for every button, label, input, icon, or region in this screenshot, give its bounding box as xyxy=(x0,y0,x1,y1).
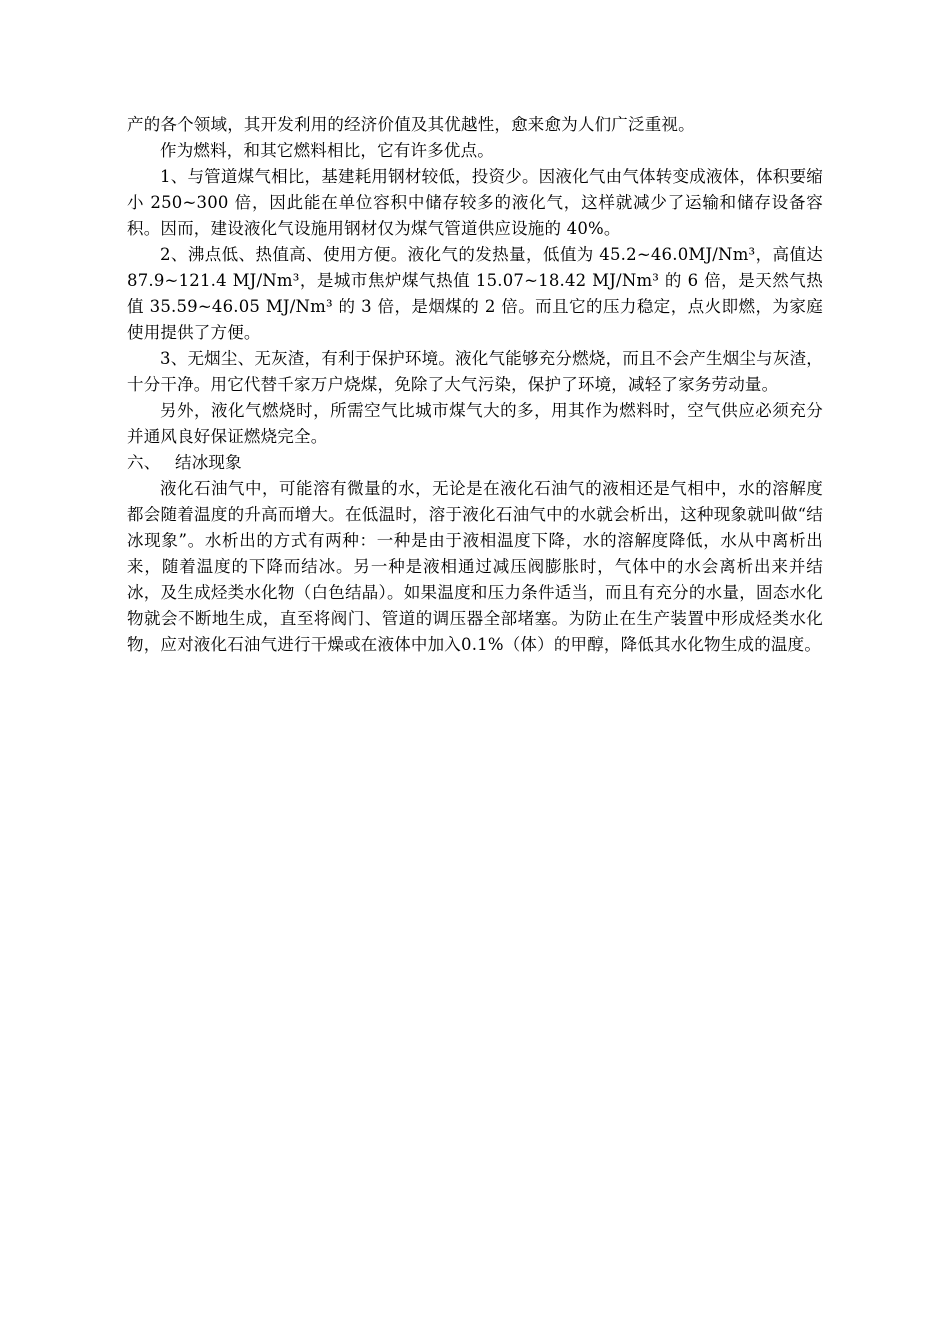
document-body xyxy=(127,112,823,658)
paragraph-additional: 另外，液化气燃烧时，所需空气比城市煤气大的多，用其作为燃料时，空气供应必须充分并通风良好保证燃烧完全。 xyxy=(127,401,823,446)
paragraph-point-3: 3、无烟尘、无灰渣，有利于保护环境。液化气能够充分燃烧，而且不会产生烟尘与灰渣，十分干净。用它代替千家万户烧煤，免除了大气污染，保护了环境，减轻了家务劳动量。 xyxy=(127,349,823,394)
paragraph-point-1: 1、与管道煤气相比，基建耗用钢材较低，投资少。因液化气由气体转变成液体，体积要缩小 250~300 倍，因此能在单位容积中储存较多的液化气，这样就减少了运输和储存设备容积。因而，建设液化气设施用钢材仅为煤气管道供应设施的 40%。 xyxy=(127,167,823,238)
section-number: 六、 xyxy=(127,453,161,472)
paragraph-fuel-advantages: 作为燃料，和其它燃料相比，它有许多优点。 xyxy=(160,141,494,160)
paragraph-continuation: 产的各个领域，其开发利用的经济价值及其优越性，愈来愈为人们广泛重视。 xyxy=(127,115,695,134)
paragraph-freezing: 液化石油气中，可能溶有微量的水，无论是在液化石油气的液相还是气相中，水的溶解度都会随着温度的升高而增大。在低温时，溶于液化石油气中的水就会析出，这种现象就叫做“结冰现象”。水析出的方式有两种：一种是由于液相温度下降，水的溶解度降低，水从中离析出来，随着温度的下降而结冰。另一种是液相通过减压阀膨胀时，气体中的水会离析出来并结冰，及生成烃类水化物（白色结晶）。如果温度和压力条件适当，而且有充分的水量，固态水化物就会不断地生成，直至将阀门、管道的调压器全部堵塞。为防止在生产装置中形成烃类水化物，应对液化石油气进行干燥或在液体中加入0.1%（体）的甲醇，降低其水化物生成的温度。 xyxy=(127,479,823,654)
paragraph-point-2: 2、沸点低、热值高、使用方便。液化气的发热量，低值为 45.2~46.0MJ/Nm³，高值达 87.9~121.4 MJ/Nm³，是城市焦炉煤气热值 15.07~18.42 MJ/Nm³ 的 6 倍，是天然气热值 35.59~46.05 MJ/Nm³ 的 3 倍，是烟煤的 2 倍。而且它的压力稳定，点火即燃，为家庭使用提供了方便。 xyxy=(127,245,823,342)
section-heading xyxy=(127,450,823,476)
section-title: 结冰现象 xyxy=(175,453,242,472)
